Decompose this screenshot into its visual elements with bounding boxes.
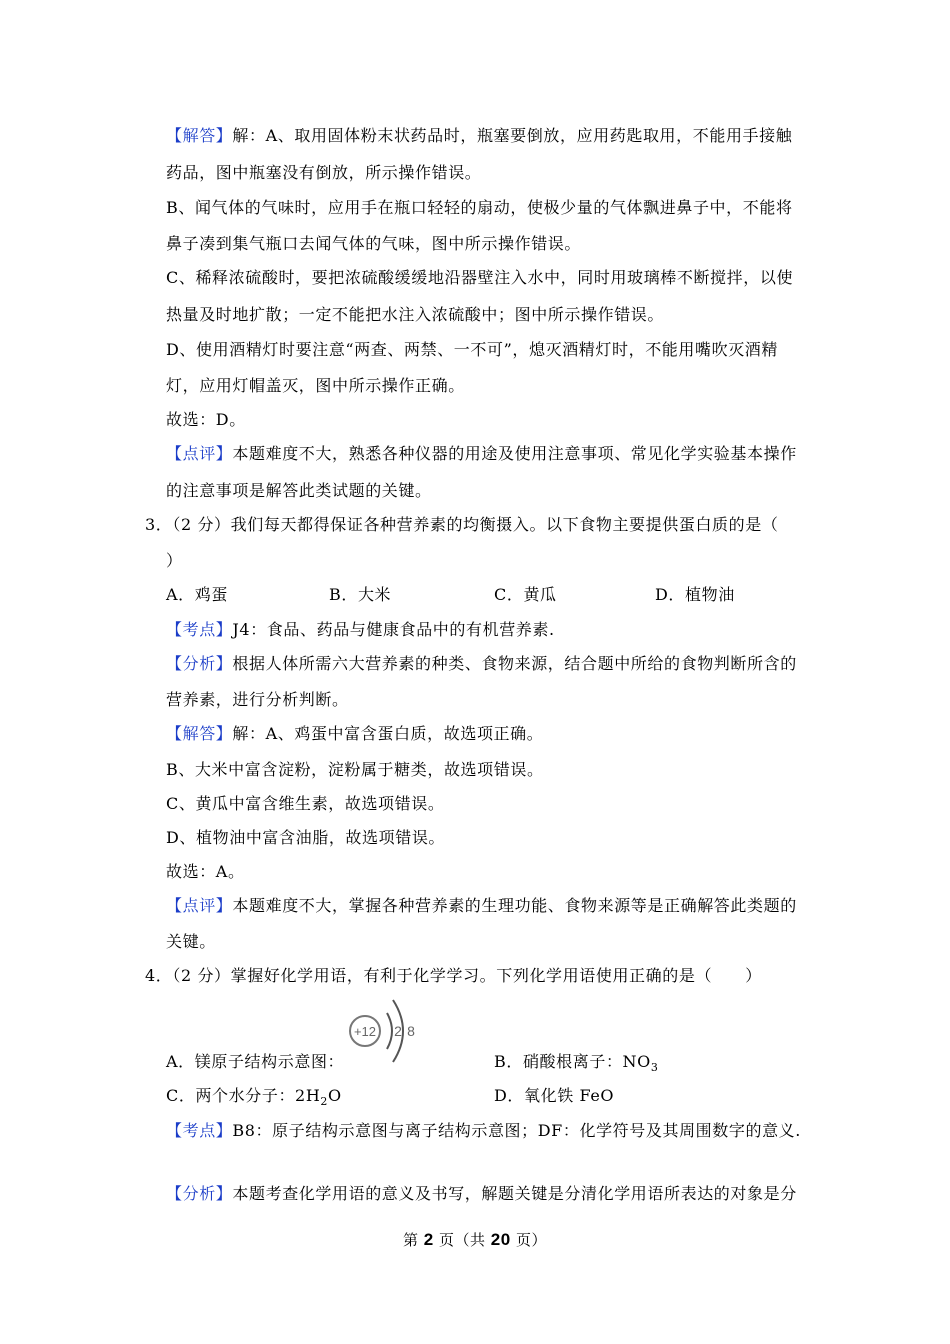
q3-analysis-line-1: 【分析】根据人体所需六大营养素的种类、食物来源，结合题中所给的食物判断所含的 <box>166 654 797 673</box>
q3-option-c: C．黄瓜 <box>494 585 557 604</box>
q3-review-line-1: 【点评】本题难度不大，掌握各种营养素的生理功能、食物来源等是正确解答此类题的 <box>166 896 797 915</box>
q2-answer-line-3: B、闻气体的气味时，应用手在瓶口轻轻的扇动，使极少量的气体飘进鼻子中，不能将 <box>166 198 793 217</box>
review-tag: 【点评】 <box>166 444 233 463</box>
answer-tag: 【解答】 <box>166 126 233 145</box>
q3-option-a: A．鸡蛋 <box>166 585 228 604</box>
q2-answer-line-2: 药品，图中瓶塞没有倒放，所示操作错误。 <box>166 163 482 182</box>
q3-analysis-line-2: 营养素，进行分析判断。 <box>166 690 349 709</box>
shell-2-electrons: 8 <box>407 1023 415 1039</box>
shell-1-electrons: 2 <box>394 1023 402 1039</box>
page-footer: 第 2 页（共 20 页） <box>403 1230 547 1249</box>
q2-answer-line-4: 鼻子凑到集气瓶口去闻气体的气味，图中所示操作错误。 <box>166 234 582 253</box>
point-tag: 【考点】 <box>166 620 233 639</box>
q4-option-d: D．氧化铁 FeO <box>494 1086 615 1105</box>
q3-answer-line-3: C、黄瓜中富含维生素，故选项错误。 <box>166 794 445 813</box>
q4-option-c: C．两个水分子：$2H_2O$ <box>166 1086 342 1109</box>
q2-review-line-1: 【点评】本题难度不大，熟悉各种仪器的用途及使用注意事项、常见化学实验基本操作 <box>166 444 797 463</box>
q2-choice: 故选：D。 <box>166 410 246 429</box>
q3-option-b: B．大米 <box>329 585 392 604</box>
q4-stem: 4．（2 分）掌握好化学用语，有利于化学学习。下列化学用语使用正确的是（ ） <box>145 966 762 985</box>
current-page-number: 2 <box>423 1230 434 1249</box>
q3-stem-line-1: 3．（2 分）我们每天都得保证各种营养素的均衡摄入。以下食物主要提供蛋白质的是（ <box>145 515 779 534</box>
q3-stem-line-2: ） <box>166 551 183 570</box>
q3-review-line-2: 关键。 <box>166 932 216 951</box>
q4-option-b: B．硝酸根离子：$NO_3$ <box>494 1052 659 1075</box>
q2-answer-line-5: C、稀释浓硫酸时，要把浓硫酸缓缓地沿器壁注入水中，同时用玻璃棒不断搅拌，以使 <box>166 268 794 287</box>
q2-answer-line-6: 热量及时地扩散；一定不能把水注入浓硫酸中；图中所示操作错误。 <box>166 305 665 324</box>
q4-option-a: A．镁原子结构示意图： <box>166 1052 345 1071</box>
analysis-tag: 【分析】 <box>166 654 233 673</box>
q3-answer-line-1: 【解答】解：A、鸡蛋中富含蛋白质，故选项正确。 <box>166 724 544 743</box>
q2-answer-line-7: D、使用酒精灯时要注意“两查、两禁、一不可”，熄灭酒精灯时，不能用嘴吹灭酒精 <box>166 340 778 359</box>
q3-choice: 故选：A。 <box>166 862 245 881</box>
review-tag: 【点评】 <box>166 896 233 915</box>
q3-point: 【考点】J4：食品、药品与健康食品中的有机营养素. <box>166 620 555 639</box>
q3-answer-line-2: B、大米中富含淀粉，淀粉属于糖类，故选项错误。 <box>166 760 544 779</box>
q2-answer-line-8: 灯，应用灯帽盖灭，图中所示操作正确。 <box>166 376 465 395</box>
total-pages: 20 <box>490 1230 511 1249</box>
nucleus-charge: +12 <box>353 1024 377 1039</box>
q2-review-line-2: 的注意事项是解答此类试题的关键。 <box>166 481 432 500</box>
q3-option-d: D．植物油 <box>655 585 735 604</box>
answer-tag: 【解答】 <box>166 724 233 743</box>
q4-point: 【考点】B8：原子结构示意图与离子结构示意图；DF：化学符号及其周围数字的意义. <box>166 1121 801 1140</box>
q4-analysis-line-1: 【分析】本题考查化学用语的意义及书写，解题关键是分清化学用语所表达的对象是分 <box>166 1184 797 1203</box>
point-tag: 【考点】 <box>166 1121 233 1140</box>
magnesium-atom-structure-diagram <box>343 996 425 1068</box>
electron-shell-1-arc <box>387 1013 392 1049</box>
analysis-tag: 【分析】 <box>166 1184 233 1203</box>
q2-answer-line-1: 【解答】解：A、取用固体粉末状药品时，瓶塞要倒放，应用药匙取用，不能用手接触 <box>166 126 793 145</box>
q3-answer-line-4: D、植物油中富含油脂，故选项错误。 <box>166 828 446 847</box>
